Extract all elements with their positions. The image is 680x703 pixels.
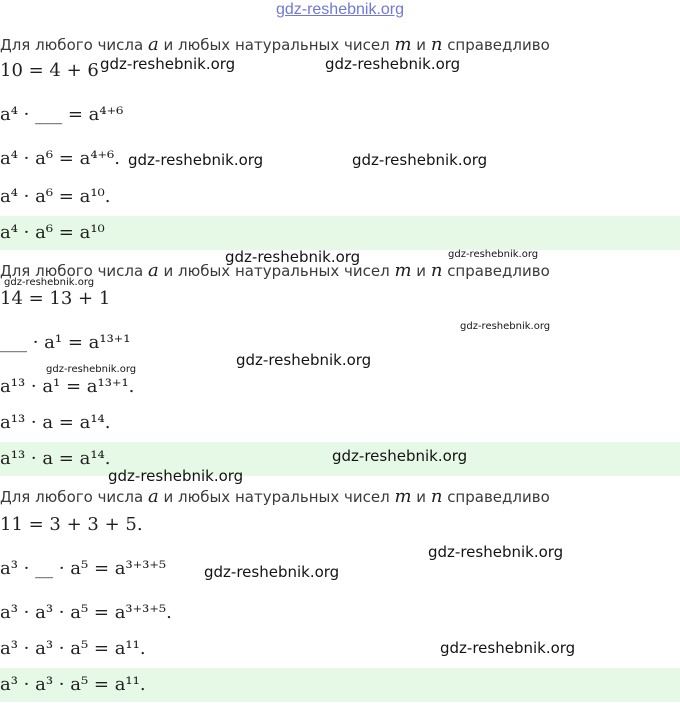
intro-mid: и любых натуральных чисел (158, 36, 395, 54)
step-equation-3a: a³ · a³ · a⁵ = a³⁺³⁺⁵. (0, 602, 172, 623)
intro-text-1 (0, 34, 680, 56)
intro-prefix: Для любого числа (0, 36, 148, 54)
intro-and: и (411, 36, 431, 54)
intro-mid: и любых натуральных чисел (158, 488, 395, 506)
watermark: gdz-reshebnik.org (428, 543, 564, 561)
watermark: gdz-reshebnik.org (225, 248, 361, 266)
blank-equation-3: a³ · __ · a⁵ = a³⁺³⁺⁵ (0, 558, 167, 579)
intro-suffix: справедливо (442, 36, 550, 54)
step-equation-1a: a⁴ · a⁶ = a⁴⁺⁶. (0, 148, 120, 169)
var-m: m (394, 260, 412, 281)
blank-equation-1: a⁴ · ___ = a⁴⁺⁶ (0, 104, 124, 125)
answer-equation-2: a¹³ · a = a¹⁴. (0, 442, 680, 476)
step-equation-2b: a¹³ · a = a¹⁴. (0, 412, 111, 433)
intro-prefix: Для любого числа (0, 488, 148, 506)
var-n: n (430, 260, 443, 281)
intro-suffix: справедливо (442, 488, 550, 506)
watermark: gdz-reshebnik.org (4, 277, 95, 288)
watermark: gdz-reshebnik.org (352, 151, 488, 169)
sum-equation-1: 10 = 4 + 6 (0, 60, 99, 81)
watermark: gdz-reshebnik.org (128, 151, 264, 169)
intro-suffix: справедливо (442, 262, 550, 280)
watermark: gdz-reshebnik.org (46, 364, 137, 375)
var-m: m (394, 34, 412, 55)
watermark: gdz-reshebnik.org (100, 55, 236, 73)
step-equation-1b: a⁴ · a⁶ = a¹⁰. (0, 186, 111, 207)
watermark: gdz-reshebnik.org (108, 467, 244, 485)
blank-equation-2: ___ · a¹ = a¹³⁺¹ (0, 332, 131, 353)
intro-mid: и любых натуральных чисел (158, 262, 395, 280)
answer-equation-3: a³ · a³ · a⁵ = a¹¹. (0, 668, 680, 702)
intro-and: и (411, 488, 431, 506)
intro-and: и (411, 262, 431, 280)
step-equation-3b: a³ · a³ · a⁵ = a¹¹. (0, 638, 146, 659)
site-header-link[interactable]: gdz-reshebnik.org (275, 1, 405, 18)
watermark: gdz-reshebnik.org (460, 321, 551, 332)
var-a: a (147, 260, 159, 281)
watermark: gdz-reshebnik.org (332, 447, 468, 465)
intro-prefix: Для любого числа (0, 262, 148, 280)
var-n: n (430, 486, 443, 507)
watermark: gdz-reshebnik.org (440, 639, 576, 657)
answer-equation-1: a⁴ · a⁶ = a¹⁰ (0, 216, 680, 250)
watermark: gdz-reshebnik.org (448, 249, 539, 260)
sum-equation-3: 11 = 3 + 3 + 5. (0, 514, 143, 535)
watermark: gdz-reshebnik.org (236, 351, 372, 369)
var-m: m (394, 486, 412, 507)
sum-equation-2: 14 = 13 + 1 (0, 288, 111, 309)
watermark: gdz-reshebnik.org (325, 55, 461, 73)
intro-text-3 (0, 486, 680, 508)
watermark: gdz-reshebnik.org (204, 563, 340, 581)
step-equation-2a: a¹³ · a¹ = a¹³⁺¹. (0, 376, 135, 397)
var-n: n (430, 34, 443, 55)
var-a: a (147, 486, 159, 507)
var-a: a (147, 34, 159, 55)
